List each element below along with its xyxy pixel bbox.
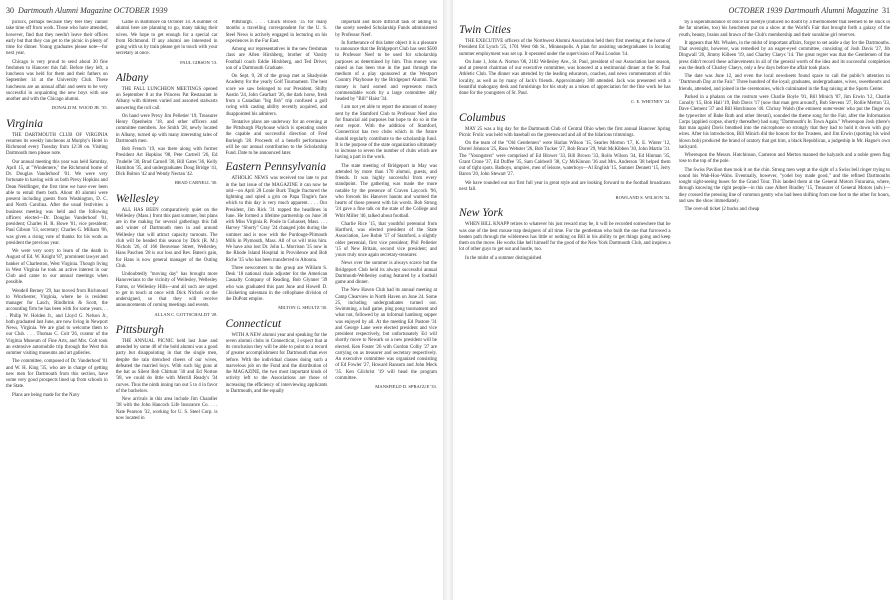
paragraph: MAY 25 was a big day for the Dartmouth Club of Central Ohio when the first annual Hanover Spring Picnic Frolic was held with baseball on the greensward and all of the hilarious trimmings.: [459, 126, 671, 138]
paragraph: In furtherance of this latter object it is a pleasure to announce that the Bridgeport Club has sent $500 to Professor Neef to be used for scholarship purposes as determined by him. This money was raised as has been true in the past through the medium of a play sponsored at the Westport Country Playhouse by the Bridgeport Alumni. The money is hard earned and represents much commendable work by a large committee ably headed by "Bill" Haist '34.: [335, 40, 437, 102]
column: [679, 20, 891, 596]
paragraph: New arrivals in this area include Jim Chandler '38 with the John Hancock Life Insurance Co. . . . Nate Pearson '32, working for U. S. Steel Corp. is now located in: [115, 397, 218, 421]
paragraph: On Sept. 9, 20 of the group met at Shadyside Academy for the yearly Golf Tournament. The best score we saw belonged to our President, Shifty Austin '24, John Gearhart '26, the dark horse, fresh from a Canadian "big fish" trip confused a golf swing with casting ability recently acquired, and disappointed his admirers.: [225, 74, 328, 117]
page-number-left: 30: [6, 6, 14, 15]
paragraph: picnics, perhaps because they feel they cannot take time off from work. Those who have attended, however, find that they needn't leave their offices early but that they can get to the picnic in plenty of time for dinner. Young graduates please note—for next year.: [6, 20, 108, 57]
paragraph: The date was June 12, and even the local newsheets found space to call the public's attention to "Dartmouth Day at the Fair." Three hundred of the loyal; graduates, undergraduates, wives, sweethearts and friends, attended, and joined in the ceremonies, which culminated in the flag raising at the Sports Center.: [678, 74, 890, 92]
running-head-left: [6, 6, 167, 15]
left-page: [0, 0, 443, 600]
section-heading: Virginia: [6, 117, 44, 130]
right-columns: [459, 20, 890, 596]
paragraph: Parked in a phalanx on the rostrum were Charlie Boyle '01, Bill Minich '07, Jim Erwin '12, Charlie Conolly '15, Bob Hall '19, Bob Davis '17 (now that man gets around!), Bob Stevens '27, Rollie Merton '33, Dave Clement '37 and Bill Hutchinson '40. Chrissy Walsh (the eminent outer-tester who put the finger on the typewriter of Babe Ruth and other literati), sounded the theme song for the Fair, after the Information Corps (applied corpse, shortly thereafter) had sung "Dartmouth's In Town Again." Whereupon Josh (there's that man again) Davis breathed into the microphone so strongly that they had to hold it down with guy wires. After his introduction, Bill Minich did the honors for the Trustees, and Jim Erwin (sporting his wind blown bob) produced the brand of oratory that got him, a black Republican, a judgeship in Mr. Hague's own backyard.: [678, 94, 890, 150]
author-signature: MILTON G. SHULTZ '30.: [278, 305, 328, 311]
paragraph: The over-all ticket (2 bucks and cheap: [684, 207, 760, 212]
paragraph: On hand were Prexy Jim Pelletier '19, Treasurer Henry Openheim '18, and other officers and committee members. Joe Smith '28, newly located in Albany, turned up with many interesting tales of Dartmouth men.: [115, 113, 218, 144]
column: [459, 20, 671, 596]
paragraph: WHEN BILL KNAPP retires to whatever his just reward may be, it will be recorded somewhere that he was one of the best mouse trap designers of all time. For the gentleman who built the one that furrowed a beaten path through the wilderness has little or nothing on Bill in his ability to get things going and keep them on the move. He works like hell himself for the good of the New York Dartmouth Club, and inspires a lot of other guys to get out and hustle, too.: [459, 222, 671, 253]
author-signature: BRAD CARNELL '30.: [174, 180, 218, 186]
paragraph: On the team of the "Old Gentlemen" were Harlan Wilson '15, Searles Morton '17, K. E. Winter '12, Dorrel Johnson '25, Russ Webster '26, Bob Tucker '27, Bob Brace '29, Walt McKibben '30, John Martin '31. The "Youngsters" were comprised of Ed Blower '33, Bill Brown '33, Rollo Wilson '34, Ed Hinman '35, Grant Crone '37, Ed Duffee '35, Sam Caldwell '38, Cy McKinnon '36 and Mrs. Anderson '38 helped them out of tight spots. Bathoys, umpires, men of leisure, waterboys—Al English '15, Sumner Dennett '15, Jerry Baron '20, John Stewart '27.: [459, 141, 671, 178]
paragraph: Tentative plans are underway for an evening at the Pittsburgh Playhouse which is operating under the capable and successful direction of Fred Burleigh '28. Proceeds of a benefit performance will be our annual contribution to the Scholarship Fund. Date to be announced later.: [225, 119, 328, 156]
left-columns: [6, 20, 437, 596]
running-title-left: Dartmouth Alumni Magazine OCTOBER 1939: [18, 6, 168, 15]
paragraph: important and more difficult task of adding to the sorely needed Scholarship Funds administered by Professor Neef.: [335, 20, 437, 38]
paragraph: by a superabundance of dolce far nientye (induced no doubt by a thermometer that seemed to be stuck in the far nineties, too) his henchmen put on a show at the World's Fair that brought forth a galaxy of the youth, beauty, brains and brawn of the Club's membership and their sunshine girl reserves.: [678, 20, 890, 38]
paragraph: Three newcomers to the group are William S. Desk '18 national chain adjuster for the American Casualty Company of Reading, Bob Glynner '39 who was graduated this past June and Howell D. Chickering salesman in the cellophane division of the DuPont empire.: [225, 265, 328, 302]
paragraph: Game in Baltimore on October 14. A number of alumni here are planning to go, many taking their wives. We hope to get enough for a special car from Richmond. If any alumni are interested in going with us by train please get in touch with your secretary at once.: [115, 20, 218, 57]
author-signature: DONALD M. WOOD JR. '35.: [51, 105, 108, 111]
section-heading: Columbus: [459, 111, 506, 124]
paragraph: Charlie Rice '15, that youthful perennial from Hartford, was elected president of the State Association, Lee Robie '17 of Stamford, a slightly older perennial, first vice president; Phil Pelletier '15 of New Britain, second vice president; and yours truly once again secretary-treasurer.: [335, 221, 437, 258]
paragraph: Among our representatives in the new freshman class are Allen Hirshberg, brother of Varsity Football coach Eddie Hirshberg, and Ted Driver, son of a Dartmouth Graduate.: [225, 47, 328, 71]
paragraph: THE ANNUAL PICNIC held last June and attended by some 40 of the bold alumni was a good party but disappointing in that the single men, despite the rain drenched cheers of our wives, defeated the married boys. With such big guns at the bat as Silent Bob Chittum '30 and Ed Norton '38, we could do little with Merrill Ready's '34 curves. Thus the ninth inning ran out 5 to 4 in favor of the bachelors.: [115, 338, 218, 394]
right-page: [453, 0, 896, 600]
page-gutter: [443, 0, 453, 600]
author-signature: PAUL GIBSON '13.: [180, 59, 218, 65]
section-heading: New York: [459, 207, 503, 220]
paragraph: THE EXECUTIVE officers of the Northwest Alumni Association held their first meeting at the home of President Ed Lynch '25, 1701 West 6th St., Minneapolis. A plan for assisting undergraduates in locating summer employment was set up. It operated under the supervision of Paul Loudon '14.: [459, 39, 671, 57]
section-heading: Connecticut: [225, 317, 282, 330]
paragraph: ATHOLIC NEWS was received too late to put in the last issue of the MAGAZINE it can now be told—on April 28 Lonie Burk Tingle fractured the lightning and spied a grin on Papa Tingle's face which to this day is very much apparent. . . . Our President, Jim Rick '31 topped the headlines in June. He formed a lifetime partnership on June 30 with Miss Virginia R. Poole in Cohasset, Mass. . . . Harvey "Shorty" Gray '24 changed jobs during the summer and is now with the Purdouge-Plimouth Mills in Plymouth, Mass. All of us will miss him. We have also lost Dr. John L. Morrison '35 now in the Rhode Island Hospital in Providence and Bob Riche '35 who has been transferred to Altoona.: [225, 176, 328, 263]
paragraph: Plans are being made for the Navy: [12, 392, 80, 398]
paragraph: We were very sorry to learn of the death in August of Ed. W. Knight '87, prominent lawyer and banker of Charleston, West Virginia. Though living in West Virginia he took an active interest in our Club and came to our annual meetings when possible.: [6, 249, 108, 286]
paragraph: It appears that Mr. Whalen, in the midst of important affairs, forgot to set aside a day for the Dartmouths. That oversight, however, was remedied by an eager-eyed committee, consisting of Josh Davis '27, Jib Dingwall '26, Jimmy Killeen '19, and Charley Claeys '14. The great regret was that the Gentlemen of the press didn't record these achievements in all of the general worth of the idea and its successful completion was the death of Charley Claeys, only a few days before the affair took place.: [678, 40, 890, 71]
paragraph: I am not yet able to report the amount of money sent by the Stamford Club to Professor Neef also for financial aid purposes but hope to do so in the next report. With the addition of Stamford, Connecticut has two clubs which in the future should regularly contribute to the scholarship fund. It is the purpose of the state organization ultimately to increase to seven the number of clubs which are having a part in the work.: [335, 105, 437, 161]
column: [6, 20, 108, 596]
paragraph: WITH A NEW alumni year and speaking for the seven alumni clubs in Connecticut, I expect that at its conclusion they will be able to point to a record of greater accomplishment for Dartmouth than ever before. With the individual classes doing such a marvelous job on the Fund and the distribution of the MAGAZINE, the two most important kinds of activity left to the Associations are those of increasing the efficiency of interviewing applicants to Dartmouth, and the equally: [225, 332, 328, 394]
paragraph: Bob French '19, was there along with former President Art Hopkins '98, Pete Cartrell '26, Ed Trudelle '30, Brad Carnell '30, Bill Gates '36, Kelly Hamilton '35, and undergraduates Doug Bridge '41, Dick Bolton '42 and Wendy Nectan '42.: [115, 147, 218, 177]
column: [116, 20, 218, 596]
paragraph: On June 1, John A. Norton '08, 2182 Wellesley Ave., St. Paul, president of our Association last season, and at present chairman of our executive committee, was honored at a testimonial dinner at the St. Paul Athletic Club. The dinner was attended by the leading educators, coaches, and news commentators of this locality, as well as by many of Jack's friends. Approximately 300 attended. Jack was presented with a beautiful mahogany desk and furnishings for his study as a token of appreciation for the fine work he has done for the youngsters of St. Paul.: [459, 59, 671, 96]
paragraph: Wendell Berney '29, has moved from Richmond to Winchester, Virginia, where he is resident manager for Lasch, Rindbrink & Scott, the accounting firm he has been with for some years. . . . Philip W. Holden Jr., and Lloyd G. Nelson Jr., both graduated last June, are now living in Newport News, Virginia. We are glad to welcome them to our Club. . . . Thomas C. Colt '26, curator of the Virginia Museum of Fine Arts, and Mrs. Colt took an extensive automobile trip through the West this summer visiting museums and art galleries.: [6, 288, 108, 356]
paragraph: The New Haven Club had its annual meeting at Camp Clearview in North Haven on June 24. Some 25, including undergraduates turned out. Swimming, a ball game, ping pong tournament and what not, followed by an informal hamburg supper was enjoyed by all. At the meeting Ed Pastore '31 and George Lane were elected president and vice president respectively, but unfortunately Ed will shortly move to Newark so a new president will be elected. Ken Foster '26 with Gordon Colby '27 are carrying on as treasurer and secretary respectively. An executive committee was organized consisting of Ed Fowler '27, Howard Ransom and John Meck '35. Ken Gilchrist '19 will head the program committee.: [335, 288, 437, 381]
section-heading: Eastern Pennsylvania: [225, 161, 327, 174]
paragraph: Our annual meeting this year was held Saturday, April 15, at "Windemere," the Richmond home of Dr. Douglas Vanderhoof '01. We were very fortunate in having with us both Prexy Hopkins and Dean Neidlinger, the first time we have ever been able to entail them both. About 40 alumni were present including guests from Washington, D. C. and North Carolina. After the usual festivities a business meeting was held and the following officers elected—Dr. Douglas Vanderhoof '01, president; Charles H. R. Howe '01, vice president; Paul Gibson '13, secretary; Charles G. Milham '06, was given a rising vote of thanks for his work as president the previous year.: [6, 159, 108, 246]
section-heading: Twin Cities: [459, 24, 511, 36]
author-signature: ALLAN C. GOTTSCHALDT '28.: [154, 311, 218, 317]
paragraph: Pittsburgh. . . . Chuck Brown '35 for many months a travelling correspondent for the U. S. Steel News is actively engaged in lecturing on his experiences in the Far East.: [225, 20, 328, 44]
paragraph: News over the summer is always scarce but the Bridgeport Club held its always successful annual Dartmouth-Wellesley outing featured by a football game and dinner.: [335, 261, 437, 285]
paragraph: Undoubtedly "moving day" has brought more Hanoverians to the vicinity of Wellesley, Wellesley Farms, or Wellesley Hills—and all such are urged to get in touch at once with Dick Nichols or the undersigned, so that they will receive announcements of coming meetings and events.: [115, 272, 218, 309]
author-signature: ROWLAND S. WILSON '34.: [615, 195, 671, 200]
author-signature: MANSFIELD D. SPRAGUE '33.: [375, 384, 437, 389]
paragraph: The committee, composed of Dr. Vanderhoof '01 and W. H. King '35, who are in charge of getting new men for Dartmouth from this section, have some very good prospects lined up from schools in the State.: [6, 359, 108, 390]
section-heading: Pittsburgh: [115, 323, 164, 336]
paragraph: In the midst of a summer distinguished: [465, 255, 542, 261]
paragraph: Chicago is very proud to send about 30 fine freshmen to Hanover this fall. Before they left, a luncheon was held for them and their fathers on September 14 at the University Club. These luncheons are an annual affair and seem to be very successful in acquainting the new boys with one another and with the Chicago alumni.: [6, 59, 108, 102]
section-heading: Albany: [115, 71, 149, 84]
author-signature: C. E. WHITNEY '24.: [631, 99, 671, 105]
running-head-right: [729, 6, 890, 15]
paragraph: THE FALL LUNCHEON MEETINGS opened on September 8 at the Princess Pat Restaurant in Albany with thirteen varied and assorted stalwarts answering the roll call.: [115, 86, 218, 111]
paragraph: The Swiss Pavilion then took it on the chin. Strong men wept at the sight of a Swiss bell ringer trying to sound his Wah-Hoo-Wahs. Eventually, however, "yodel boy made good," and the refined Dartmouths sought sight-seeing buses for the Grand Tour. This landed them at the General Motors Futurama, where, through knowing the right people—in this case Albert Bradley '15, Treasurer of General Motors (adv.)—they crossed the pressing line of common gentry who had been shifting from one foot to the other for hours, and saw the show immediately.: [678, 167, 890, 204]
column: [335, 20, 437, 596]
paragraph: THE DARTMOUTH CLUB OF VIRGINIA resumes its weekly luncheons at Murphy's Hotel in Richmond every Tuesday from 12:30 on. Visiting Dartmouth men please note.: [6, 132, 108, 157]
column: [226, 20, 328, 596]
section-heading: Wellesley: [115, 192, 159, 205]
paragraph: ALL HAS BEEN comparatively quiet on the Wellesley (Mass.) front this past summer, but plans are in the making for several gatherings this fall and winter of Dartmouth men in and around Wellesley that will attract capacity turnouts. The club will be headed this season by Dick (R. M.) Nichols '26, of 166 Benvenue Street, Wellesley, Hans Paschen '28 is our loss and Rev. Bates's gain, for Hans is now general manager of the Outing Club.: [115, 207, 218, 269]
running-title-right: OCTOBER 1939 Dartmouth Alumni Magazine: [728, 6, 878, 15]
page-number-right: 31: [882, 6, 890, 15]
paragraph: We have rounded out our first full year in great style and are looking forward to the football broadcasts next fall.: [459, 180, 671, 192]
paragraph: The state meeting of Bridgeport in May was attended by more than 170 alumni, guests, and friends. It was highly successful from every standpoint. The gathering was made the more notable by the presence of Craven Laycock '96, who forsook his Hanover haunts and warmed the hearts of those present with his words. Bob Strong '24 gave a fine talk on the state of the College and Whit Miller '40, talked about football.: [335, 163, 437, 219]
paragraph: Whereupon the Messrs. Hutchinson, Cameron and Merton manned the halyards and a noble green flag rose to the top of the pole.: [678, 153, 890, 165]
